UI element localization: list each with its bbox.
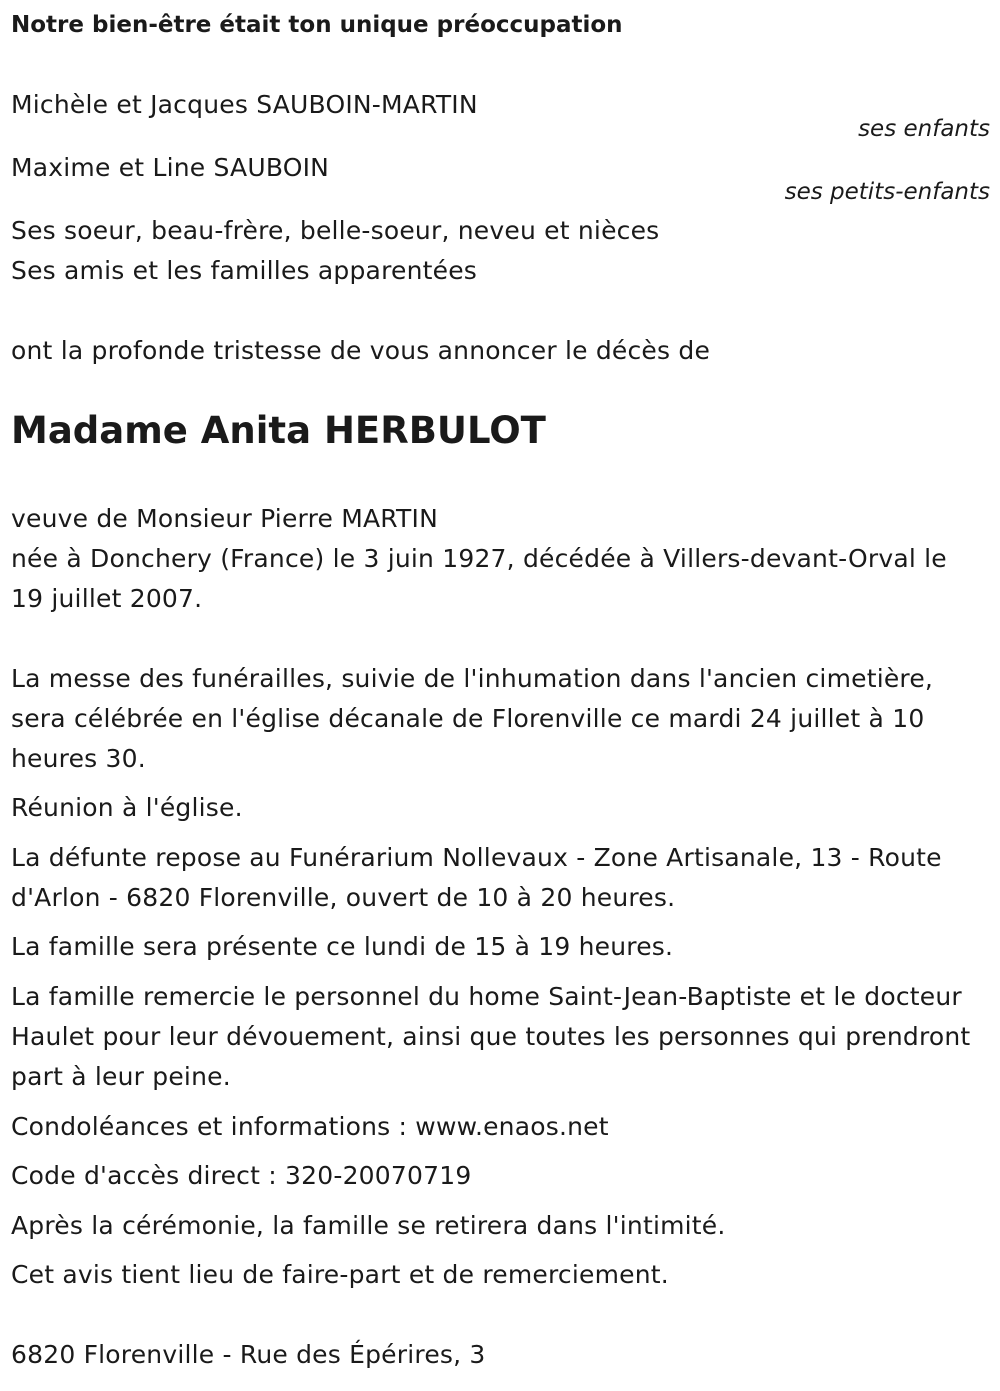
condolences-line: Condoléances et informations : www.enaos.net	[11, 1112, 609, 1141]
announcement-line: ont la profonde tristesse de vous annoncer le décès de	[11, 336, 711, 365]
funeral-mass-paragraph: La messe des funérailles, suivie de l'inhumation dans l'ancien cimetière, sera célébrée en l'église décanale de Florenville ce mardi 24 juillet à 10 heures 30.	[11, 664, 934, 773]
notice-heading: Notre bien-être était ton unique préoccupation	[11, 12, 623, 38]
repose-paragraph: La défunte repose au Funérarium Nollevaux - Zone Artisanale, 13 - Route d'Arlon - 6820 Florenville, ouvert de 10 à 20 heures.	[11, 843, 942, 912]
after-ceremony-line: Après la cérémonie, la famille se retirera dans l'intimité.	[11, 1211, 726, 1240]
birth-death-paragraph: née à Donchery (France) le 3 juin 1927, décédée à Villers-devant-Orval le 19 juillet 2007.	[11, 544, 947, 613]
family-presence-line: La famille sera présente ce lundi de 15 à 19 heures.	[11, 932, 674, 961]
grandchildren-relation: ses petits-enfants	[784, 179, 990, 205]
access-code-line: Code d'accès direct : 320-20070719	[11, 1161, 472, 1190]
address-line: 6820 Florenville - Rue des Épérires, 3	[11, 1340, 486, 1369]
notice-line: Cet avis tient lieu de faire-part et de remerciement.	[11, 1260, 669, 1289]
deceased-name: Madame Anita HERBULOT	[11, 409, 546, 452]
friends-line: Ses amis et les familles apparentées	[11, 256, 478, 285]
children-relation: ses enfants	[858, 116, 990, 142]
widow-of-line: veuve de Monsieur Pierre MARTIN	[11, 504, 438, 533]
children-names: Michèle et Jacques SAUBOIN-MARTIN	[11, 90, 478, 119]
siblings-line: Ses soeur, beau-frère, belle-soeur, neveu et nièces	[11, 216, 660, 245]
thanks-paragraph: La famille remercie le personnel du home Saint-Jean-Baptiste et le docteur Haulet pour leur dévouement, ainsi que toutes les personnes qui prendront part à leur peine.	[11, 982, 971, 1091]
grandchildren-names: Maxime et Line SAUBOIN	[11, 153, 330, 182]
meeting-line: Réunion à l'église.	[11, 793, 243, 822]
